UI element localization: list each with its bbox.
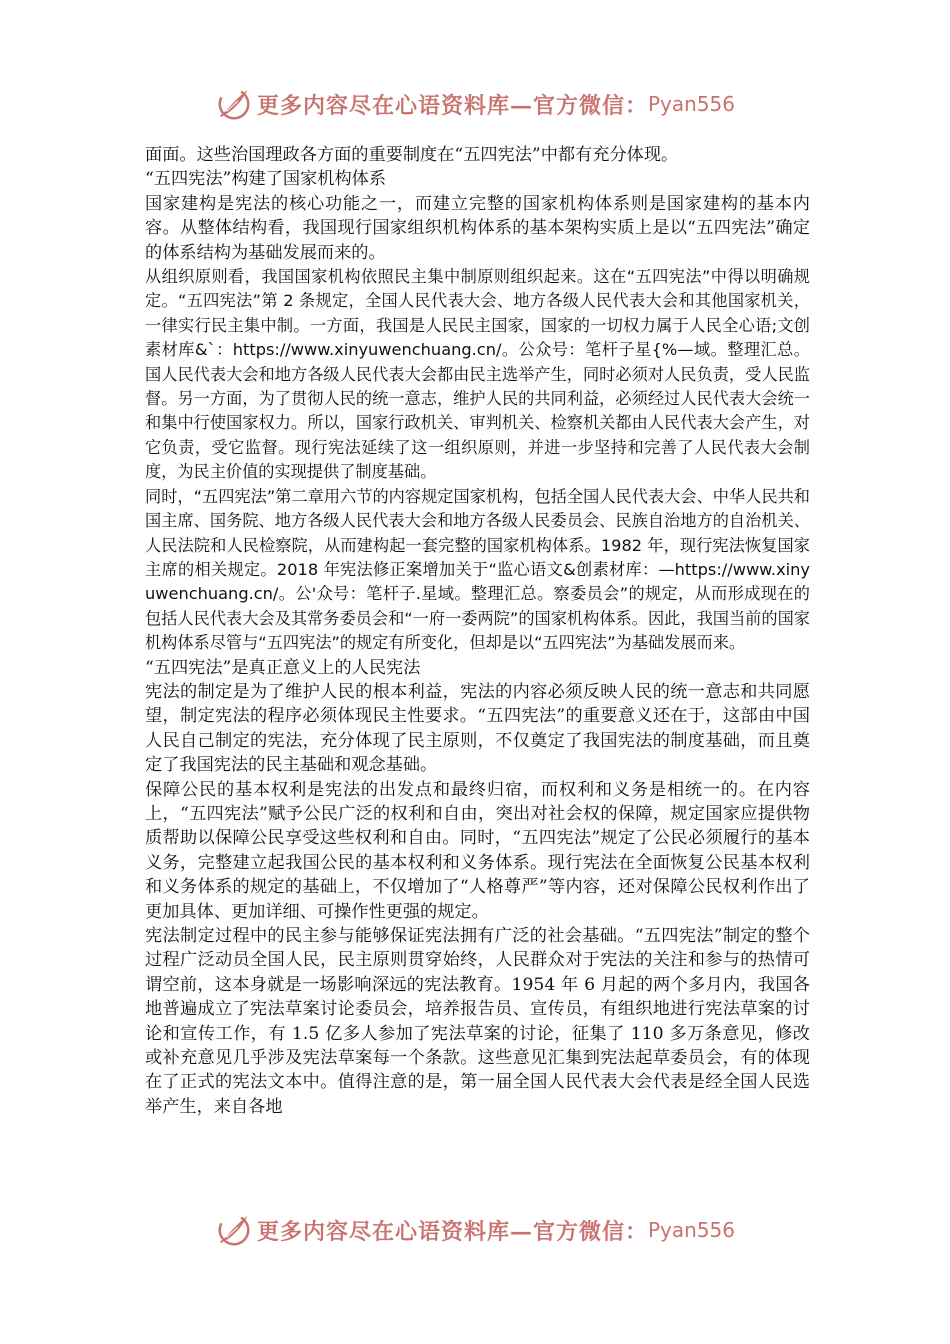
book-quill-logo-icon xyxy=(215,1211,253,1249)
paragraph: 同时，“五四宪法”第二章用六节的内容规定国家机构，包括全国人民代表大会、中华人民共和国主席、国务院、地方各级人民代表大会和地方各级人民委员会、民族自治地方的自治机关、人民法院和人民检察院，从而建构起一套完整的国家机构体系。1982 年，现行宪法恢复国家主席的相关规定。2018 年宪法修正案增加关于“监心语文&创素材库：—https://www.xinyuwenchuang.cn/。公'众号：笔杆子.星域。整理汇总。察委员会”的规定，从而形成现在的包括人民代表大会及其常务委员会和“一府一委两院”的国家机构体系。因此，我国当前的国家机构体系尽管与“五四宪法”的规定有所变化，但却是以“五四宪法”为基础发展而来。 xyxy=(145,486,810,653)
footer-banner-text: 更多内容尽在心语资料库—官方微信： xyxy=(256,1218,648,1245)
paragraph: 从组织原则看，我国国家机构依照民主集中制原则组织起来。这在“五四宪法”中得以明确规定。“五四宪法”第 2 条规定，全国人民代表大会、地方各级人民代表大会和其他国家机关，一律实行民主集中制。一方面，我国是人民民主国家，国家的一切权力属于人民全心语;文创素材库&`：https://www.xinyuwenchuang.cn/。公众号：笔杆子星{%—域。整理汇总。国人民代表大会和地方各级人民代表大会都由民主选举产生，同时必须对人民负责，受人民监督。另一方面，为了贯彻人民的统一意志，维护人民的共同利益，必须经过人民代表大会统一和集中行使国家权力。所以，国家行政机关、审判机关、检察机关都由人民代表大会产生，对它负责，受它监督。现行宪法延续了这一组织原则，并进一步坚持和完善了人民代表大会制度，为民主价值的实现提供了制度基础。 xyxy=(145,267,810,482)
paragraph: 国家建构是宪法的核心功能之一，而建立完整的国家机构体系则是国家建构的基本内容。从整体结构看，我国现行国家组织机构体系的基本架构实质上是以“五四宪法”确定的体系结构为基础发展而来的。 xyxy=(145,193,810,263)
paragraph: 宪法的制定是为了维护人民的根本利益，宪法的内容必须反映人民的统一意志和共同愿望，制定宪法的程序必须体现民主性要求。“五四宪法”的重要意义还在于，这部由中国人民自己制定的宪法，充分体现了民主原则，不仅奠定了我国宪法的制度基础，而且奠定了我国宪法的民主基础和观念基础。 xyxy=(145,681,810,776)
header-watermark-banner xyxy=(0,84,950,124)
footer-banner-wechat: Pyan556 xyxy=(648,1218,736,1242)
article-body xyxy=(145,143,810,1119)
section-heading: “五四宪法”是真正意义上的人民宪法 xyxy=(145,657,421,678)
header-banner-wechat: Pyan556 xyxy=(648,92,736,116)
footer-watermark-banner xyxy=(0,1210,950,1250)
paragraph: 保障公民的基本权利是宪法的出发点和最终归宿，而权利和义务是相统一的。在内容上，“五四宪法”赋予公民广泛的权利和自由，突出对社会权的保障，规定国家应提供物质帮助以保障公民享受这些权利和自由。同时，“五四宪法”规定了公民必须履行的基本义务，完整建立起我国公民的基本权利和义务体系。现行宪法在全面恢复公民基本权利和义务体系的规定的基础上，不仅增加了“人格尊严”等内容，还对保障公民权利作出了更加具体、更加详细、可操作性更强的规定。 xyxy=(145,779,810,922)
header-banner-text: 更多内容尽在心语资料库—官方微信： xyxy=(256,92,648,119)
paragraph: 宪法制定过程中的民主参与能够保证宪法拥有广泛的社会基础。“五四宪法”制定的整个过程广泛动员全国人民，民主原则贯穿始终，人民群众对于宪法的关注和参与的热情可谓空前，这本身就是一场影响深远的宪法教育。1954 年 6 月起的两个多月内，我国各地普遍成立了宪法草案讨论委员会，培养报告员、宣传员，有组织地进行宪法草案的讨论和宣传工作，有 1.5 亿多人参加了宪法草案的讨论，征集了 110 多万条意见，修改或补充意见几乎涉及宪法草案每一个条款。这些意见汇集到宪法起草委员会，有的体现在了正式的宪法文本中。值得注意的是，第一届全国人民代表大会代表是经全国人民选举产生，来自各地 xyxy=(145,926,810,1117)
book-quill-logo-icon xyxy=(215,85,253,123)
paragraph: 面面。这些治国理政各方面的重要制度在“五四宪法”中都有充分体现。 xyxy=(145,145,679,165)
section-heading: “五四宪法”构建了国家机构体系 xyxy=(145,169,387,190)
